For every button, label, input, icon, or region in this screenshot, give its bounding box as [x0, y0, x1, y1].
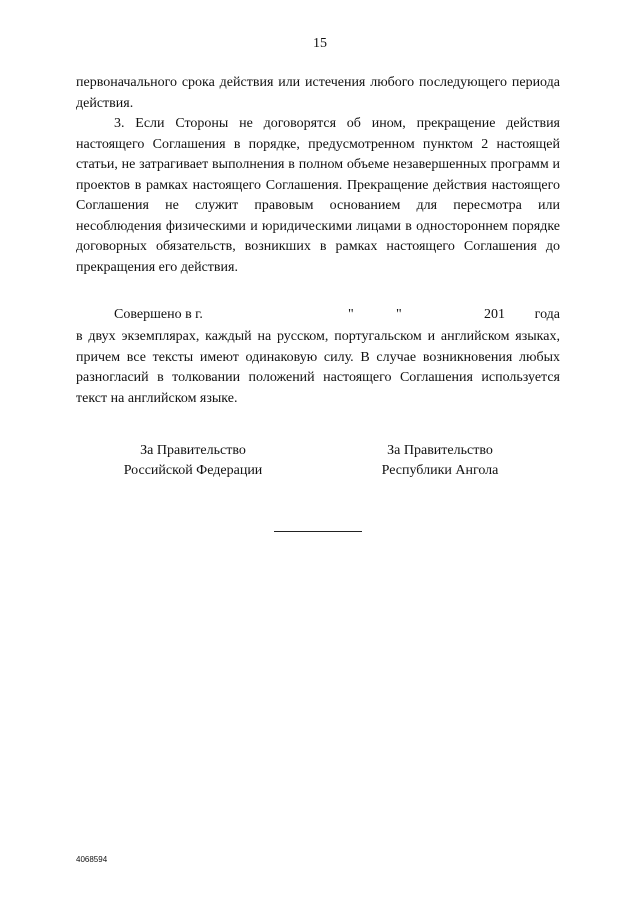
signature-block-angola: [320, 441, 560, 481]
signature-right-line2: Республики Ангола: [381, 463, 499, 478]
closing-separator-line: [274, 531, 362, 532]
date-quote-open: ": [348, 307, 354, 322]
paragraph-continuation: первоначального срока действия или истечения любого последующего периода действия.: [76, 75, 560, 111]
signature-right-line1: За Правительство: [387, 443, 493, 458]
signature-left-line1: За Правительство: [140, 443, 246, 458]
done-in-line: [76, 307, 560, 327]
paragraph-item-3: 3. Если Стороны не договорятся об ином, прекращение действия настоящего Соглашения в порядке, предусмотренном пунктом 2 настоящей статьи, не затрагивает выполнения в полном объеме незавершенных программ и проектов в рамках настоящего Соглашения. Прекращение действия настоящего Соглашения не служит правовым основанием для пересмотра или несоблюдения физическими и юридическими лицами в одностороннем порядке договорных обязательств, возникших в рамках настоящего Соглашения до прекращения его действия.: [76, 116, 560, 275]
signature-left-line2: Российской Федерации: [123, 463, 263, 478]
year-word: года: [534, 307, 560, 322]
document-code: 4068594: [76, 855, 108, 864]
paragraph-languages: в двух экземплярах, каждый на русском, португальском и английском языках, причем все тексты имеют одинаковую силу. В случае возникновения любых разногласий в толковании положений настоящего Соглашения используется текст на английском языке.: [76, 329, 560, 406]
year-prefix: 201: [484, 307, 505, 322]
done-in-label: Совершено в г.: [114, 307, 203, 322]
page-number: 15: [313, 36, 327, 51]
signature-block-russia: [73, 441, 313, 481]
date-quote-close: ": [396, 307, 402, 322]
